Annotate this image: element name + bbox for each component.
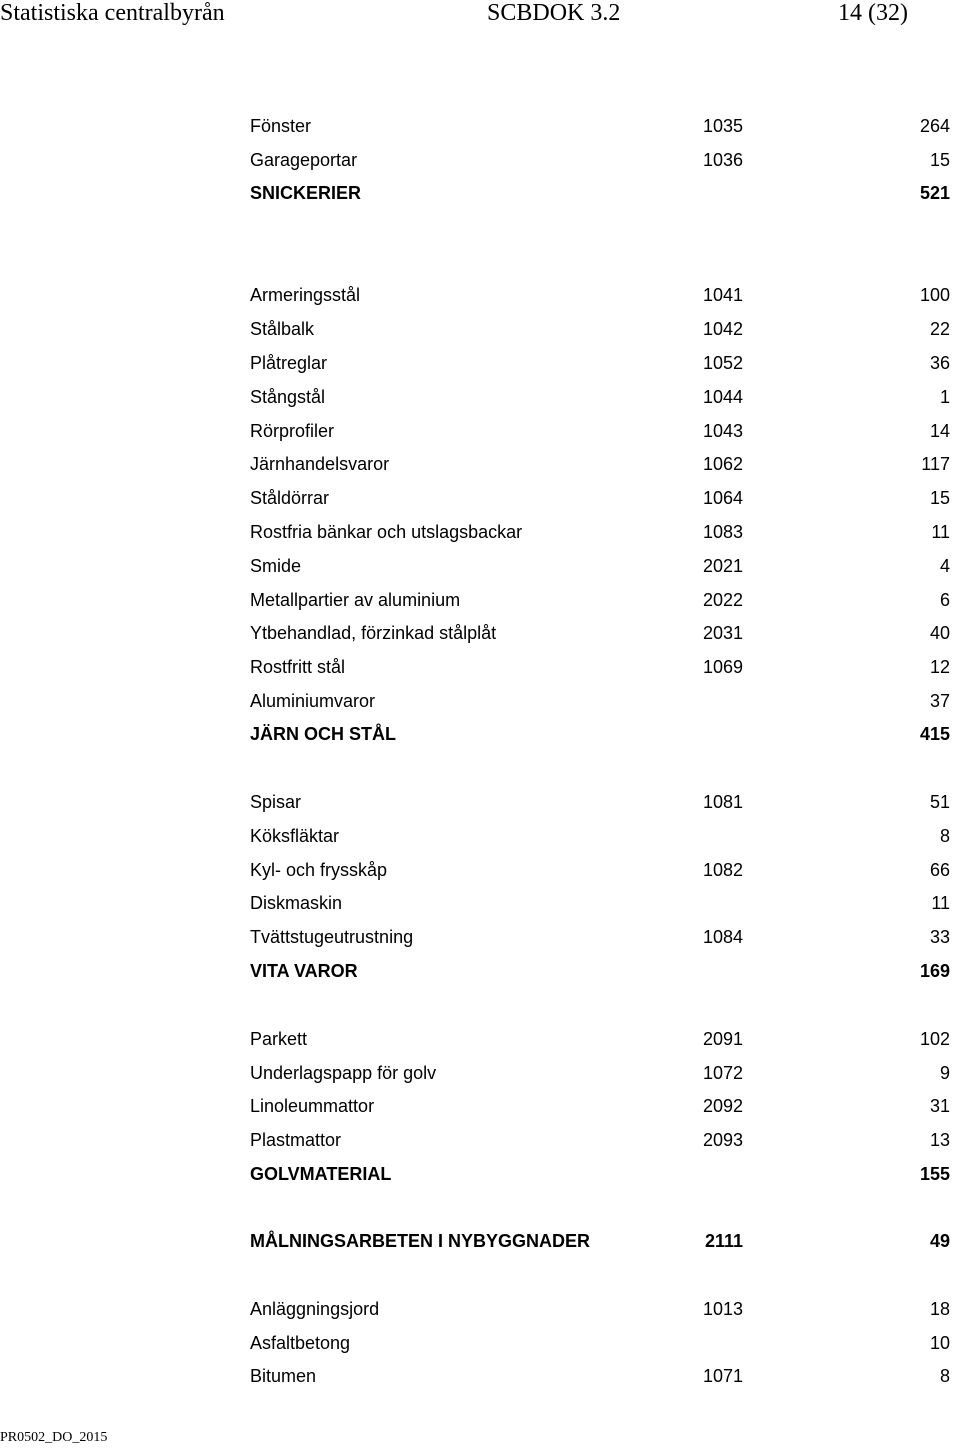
table-row [0,860,960,890]
row-value: 100 [919,285,950,305]
table-row [0,522,960,552]
row-name: Tvättstugeutrustning [250,927,414,947]
row-value: 10 [929,1333,950,1353]
row-code: 1043 [702,421,743,441]
row-name: Stångstål [250,387,326,407]
row-name: Armeringsstål [250,285,361,305]
row-value: 12 [929,657,950,677]
row-code: 1071 [702,1366,743,1386]
document-id: SCBDOK 3.2 [487,0,621,26]
footer-doc-id: PR0502_DO_2015 [0,1430,108,1445]
table-row [0,1231,960,1261]
row-code: 1042 [702,319,743,339]
row-name: GOLVMATERIAL [250,1164,392,1184]
row-name: MÅLNINGSARBETEN I NYBYGGNADER [250,1231,591,1251]
table-row [0,590,960,620]
row-code: 1081 [702,792,743,812]
row-name: Parkett [250,1029,308,1049]
row-name: Metallpartier av aluminium [250,590,461,610]
row-code: 1083 [702,522,743,542]
row-value: 4 [939,556,950,576]
row-name: Fönster [250,116,312,136]
row-value: 36 [929,353,950,373]
row-name: Smide [250,556,302,576]
table-row [0,927,960,957]
table-row [0,183,960,213]
row-value: 264 [919,116,950,136]
row-value: 169 [919,961,950,981]
row-value: 155 [919,1164,950,1184]
row-name: Kyl- och frysskåp [250,860,388,880]
row-value: 102 [919,1029,950,1049]
table-row [0,1366,960,1396]
row-name: Linoleummattor [250,1096,375,1116]
table-row [0,1096,960,1126]
row-value: 31 [929,1096,950,1116]
row-name: Diskmaskin [250,893,343,913]
row-value: 51 [929,792,950,812]
row-value: 8 [939,1366,950,1386]
row-code: 2091 [702,1029,743,1049]
row-code: 1084 [702,927,743,947]
row-code: 2031 [702,623,743,643]
row-value: 40 [929,623,950,643]
row-name: Rostfritt stål [250,657,346,677]
row-code: 2022 [702,590,743,610]
row-name: Plåtreglar [250,353,328,373]
row-value: 18 [929,1299,950,1319]
row-value: 6 [939,590,950,610]
row-code: 1072 [702,1063,743,1083]
table-row [0,285,960,315]
table-row [0,488,960,518]
table-row [0,1130,960,1160]
table-row [0,1063,960,1093]
row-code: 1036 [702,150,743,170]
row-name: Aluminiumvaror [250,691,376,711]
row-name: Spisar [250,792,302,812]
row-value: 415 [919,724,950,744]
table-row [0,1333,960,1363]
page-number: 14 (32) [838,0,908,26]
table-row [0,454,960,484]
table-row [0,657,960,687]
row-name: Garageportar [250,150,358,170]
row-value: 117 [921,454,950,474]
row-name: Ytbehandlad, förzinkad stålplåt [250,623,497,643]
row-value: 33 [929,927,950,947]
table-row [0,724,960,754]
row-code: 2093 [702,1130,743,1150]
row-value: 49 [929,1231,950,1251]
row-value: 11 [931,893,950,913]
row-code: 1035 [702,116,743,136]
table-row [0,421,960,451]
row-value: 521 [919,183,950,203]
row-code: 1041 [702,285,743,305]
row-name: Asfaltbetong [250,1333,351,1353]
row-code: 1069 [702,657,743,677]
row-code: 1052 [702,353,743,373]
table-row [0,387,960,417]
row-code: 1013 [702,1299,743,1319]
page-header [0,0,960,32]
row-name: Järnhandelsvaror [250,454,390,474]
row-value: 37 [929,691,950,711]
row-value: 14 [929,421,950,441]
row-name: Köksfläktar [250,826,340,846]
table-row [0,691,960,721]
table-row [0,961,960,991]
row-code: 1062 [702,454,743,474]
row-name: Bitumen [250,1366,317,1386]
table-row [0,826,960,856]
row-name: Underlagspapp för golv [250,1063,437,1083]
table-row [0,893,960,923]
row-name: SNICKERIER [250,183,362,203]
table-row [0,319,960,349]
table-row [0,792,960,822]
row-code: 1044 [702,387,743,407]
row-name: Rörprofiler [250,421,335,441]
table-row [0,353,960,383]
row-code: 1082 [702,860,743,880]
row-value: 22 [929,319,950,339]
row-name: JÄRN OCH STÅL [250,724,397,744]
row-value: 8 [939,826,950,846]
row-code: 2111 [704,1231,743,1251]
row-value: 1 [939,387,950,407]
row-value: 66 [929,860,950,880]
row-name: Anläggningsjord [250,1299,380,1319]
row-name: Plastmattor [250,1130,342,1150]
row-name: Ståldörrar [250,488,330,508]
table-row [0,1299,960,1329]
row-code: 2021 [702,556,743,576]
row-name: Rostfria bänkar och utslagsbackar [250,522,523,542]
table-row [0,1029,960,1059]
row-value: 15 [929,150,950,170]
table-row [0,1164,960,1194]
table-row [0,556,960,586]
row-value: 11 [931,522,950,542]
table-row [0,623,960,653]
table-row [0,116,960,146]
row-name: Stålbalk [250,319,315,339]
row-value: 15 [929,488,950,508]
row-code: 1064 [702,488,743,508]
row-name: VITA VAROR [250,961,358,981]
row-code: 2092 [702,1096,743,1116]
row-value: 13 [929,1130,950,1150]
table-row [0,150,960,180]
row-value: 9 [939,1063,950,1083]
organization-name: Statistiska centralbyrån [0,0,225,26]
